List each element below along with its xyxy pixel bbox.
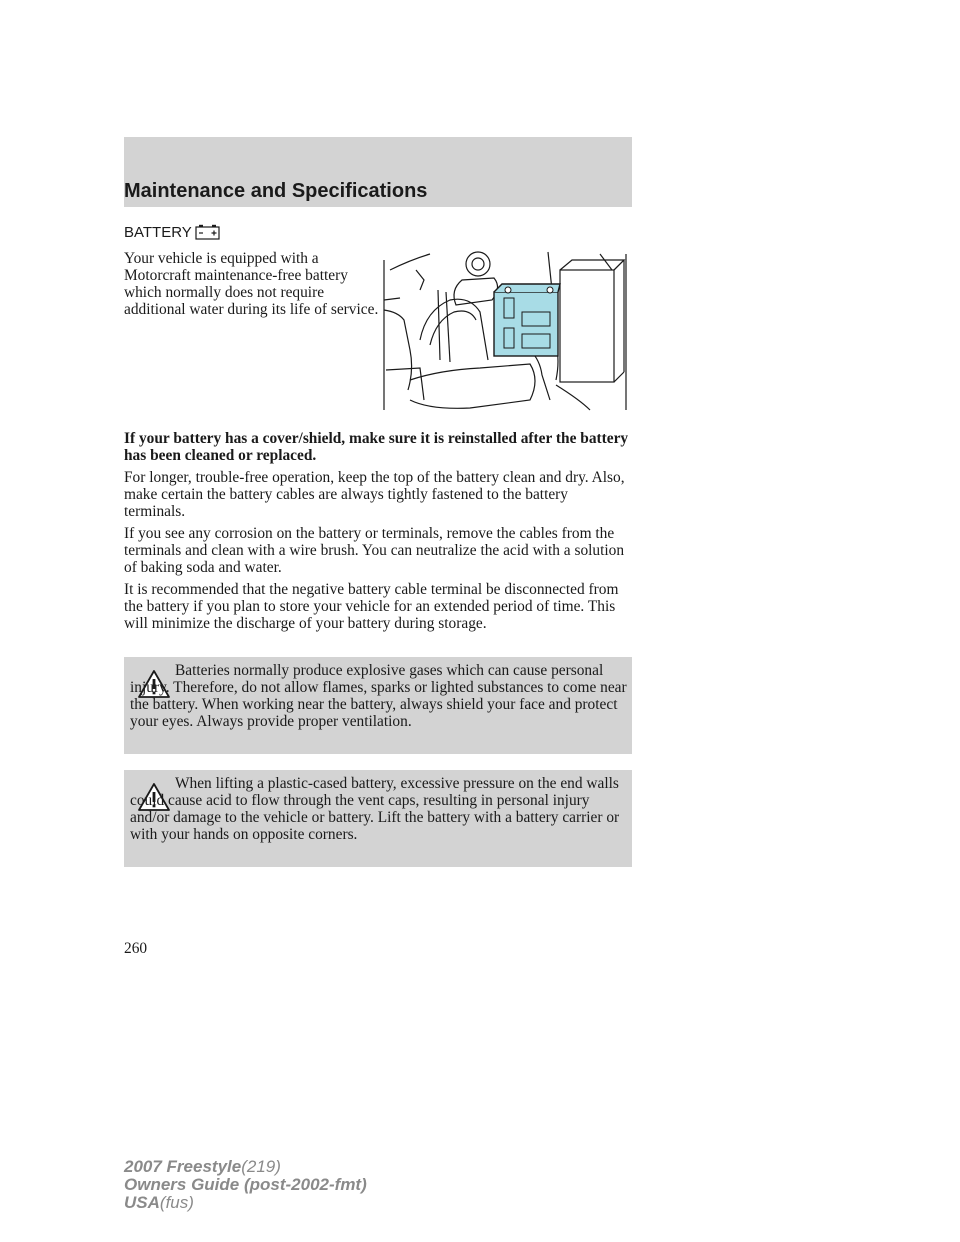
footer-market-code: (fus) <box>159 1193 194 1212</box>
storage-paragraph: It is recommended that the negative battery cable terminal be disconnected from the battery if you plan to store your vehicle for an extended period of time. This will minimize the discharge of your battery during storage. <box>124 581 619 632</box>
battery-icon <box>195 224 220 240</box>
document-footer <box>124 1158 367 1212</box>
battery-highlight <box>494 284 560 356</box>
maintenance-paragraph: For longer, trouble-free operation, keep the top of the battery clean and dry. Also, make certain the battery cables are always tightly fastened to the battery terminals. <box>124 469 625 520</box>
page-number: 260 <box>124 940 148 957</box>
footer-model: 2007 Freestyle <box>124 1157 242 1176</box>
footer-model-code: (219) <box>241 1157 281 1176</box>
warning-box-explosive-gases <box>124 657 632 754</box>
header-title: Maintenance and Specifications <box>124 180 428 202</box>
footer-line-3 <box>124 1194 367 1212</box>
footer-guide: Owners Guide (post-2002-fmt) <box>124 1175 367 1194</box>
footer-line-1 <box>124 1158 367 1176</box>
warning-box-lifting-battery <box>124 770 632 867</box>
corrosion-paragraph: If you see any corrosion on the battery or terminals, remove the cables from the terminals and clean with a wire brush. You can neutralize the acid with a solution of baking soda and water. <box>124 525 625 576</box>
warning-text-lifting-battery: When lifting a plastic-cased battery, excessive pressure on the end walls could cause acid to flow through the vent caps, resulting in personal injury and/or damage to the vehicle or battery. Lift the battery with a battery carrier or with your hands on opposite corners. <box>130 775 620 843</box>
section-title-text: BATTERY <box>124 224 192 241</box>
intro-paragraph: Your vehicle is equipped with a Motorcraft maintenance-free battery which normally does not require additional water during its life of service. <box>124 250 379 318</box>
footer-line-2 <box>124 1176 367 1194</box>
page-header <box>124 137 632 207</box>
section-title <box>124 224 220 241</box>
cover-shield-note: If your battery has a cover/shield, make sure it is reinstalled after the battery has been cleaned or replaced. <box>124 430 629 464</box>
warning-text-explosive-gases: Batteries normally produce explosive gases which can cause personal injury. Therefore, do not allow flames, sparks or lighted substances to come near the battery. When working near the battery, always shield your face and protect your eyes. Always provide proper ventilation. <box>130 662 627 730</box>
footer-market: USA <box>124 1193 160 1212</box>
battery-location-illustration <box>380 250 632 412</box>
